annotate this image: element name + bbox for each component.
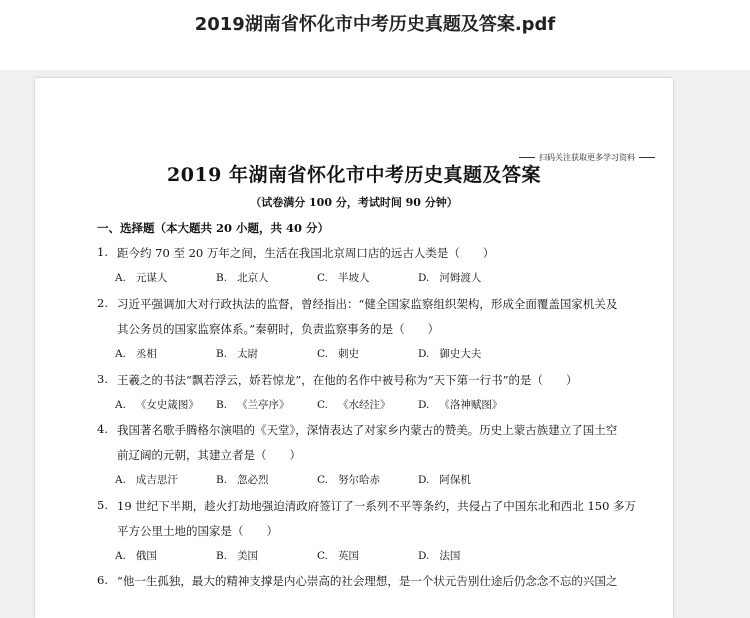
option-letter: B. [216, 272, 228, 284]
section-heading: 一、选择题（本大题共 20 小题，共 40 分） [97, 221, 330, 235]
option-text: 丞相 [135, 348, 157, 360]
question-text: 其公务员的国家监察体系。”秦朝时，负责监察事务的是（ ） [117, 322, 440, 336]
question-number: 3. [97, 372, 108, 386]
option-text: 御史大夫 [439, 348, 482, 360]
option-text: 俄国 [135, 550, 157, 562]
question-text: 王羲之的书法“飘若浮云，娇若惊龙”，在他的名作中被号称为“天下第一行书”的是（ ） [117, 373, 578, 387]
option-d [418, 397, 502, 412]
option-text: 《女史箴图》 [135, 399, 199, 411]
option-letter: C. [317, 550, 328, 562]
option-letter: C. [317, 272, 328, 284]
divider [519, 157, 535, 158]
question-text: “他一生孤独，最大的精神支撑是内心崇高的社会理想，是一个状元告别仕途后仍念念不忘的兴国之 [117, 574, 618, 588]
question-number: 1. [97, 245, 108, 259]
question-text: 19 世纪下半期，趁火打劫地强迫清政府签订了一系列不平等条约，共侵占了中国东北和西北 150 多万 [117, 499, 637, 513]
question-text: 我国著名歌手腾格尔演唱的《天堂》，深情表达了对家乡内蒙古的赞美。历史上蒙古族建立了国土空 [117, 423, 618, 437]
option-b [216, 346, 258, 361]
option-text: 刺史 [338, 348, 359, 360]
option-d [418, 472, 471, 487]
option-b [216, 397, 290, 412]
option-text: 北京人 [237, 272, 269, 284]
question-text: 距今约 70 至 20 万年之间，生活在我国北京周口店的远古人类是（ ） [117, 246, 495, 260]
option-letter: D. [418, 474, 430, 486]
file-title: 2019湖南省怀化市中考历史真题及答案.pdf [194, 14, 556, 35]
option-letter: A. [115, 272, 126, 284]
option-a [115, 270, 167, 285]
option-text: 美国 [237, 550, 259, 562]
option-letter: B. [216, 474, 228, 486]
option-a [115, 472, 178, 487]
option-d [418, 346, 481, 361]
divider [639, 157, 655, 158]
question-number: 6. [97, 573, 108, 587]
option-b [216, 472, 269, 487]
option-text: 努尔哈赤 [338, 474, 380, 486]
option-a [115, 397, 199, 412]
option-d [418, 548, 460, 563]
option-c [317, 548, 359, 563]
option-letter: A. [115, 399, 126, 411]
option-letter: B. [216, 348, 228, 360]
option-letter: D. [418, 272, 430, 284]
option-letter: A. [115, 348, 126, 360]
option-c [317, 472, 380, 487]
option-text: 阿保机 [439, 474, 471, 486]
option-letter: D. [418, 550, 430, 562]
option-text: 半坡人 [338, 272, 370, 284]
option-letter: D. [418, 348, 430, 360]
option-text: 太尉 [237, 348, 259, 360]
option-text: 《洛神赋图》 [439, 399, 503, 411]
option-d [418, 270, 481, 285]
question-text: 习近平强调加大对行政执法的监督，曾经指出：“健全国家监察组织架构，形成全面覆盖国家机关及 [117, 297, 618, 311]
option-letter: B. [216, 550, 228, 562]
option-text: 元谋人 [135, 272, 168, 284]
question-number: 5. [97, 498, 108, 512]
option-c [317, 270, 370, 285]
question-number: 2. [97, 296, 108, 310]
document-subtitle: （试卷满分 100 分，考试时间 90 分钟） [250, 196, 458, 209]
option-letter: D. [418, 399, 430, 411]
option-text: 《水经注》 [338, 399, 391, 411]
option-text: 忽必烈 [237, 474, 269, 486]
document-title: 2019 年湖南省怀化市中考历史真题及答案 [167, 164, 541, 186]
option-letter: C. [317, 399, 328, 411]
option-letter: B. [216, 399, 228, 411]
option-text: 英国 [338, 550, 359, 562]
option-a [115, 548, 157, 563]
option-c [317, 397, 391, 412]
option-letter: A. [115, 474, 126, 486]
option-a [115, 346, 157, 361]
option-letter: C. [317, 474, 328, 486]
pdf-page [35, 78, 673, 618]
header-note-text: 扫码关注获取更多学习资料 [539, 153, 635, 162]
question-number: 4. [97, 422, 108, 436]
option-text: 法国 [439, 550, 461, 562]
viewer-toolbar [0, 0, 750, 70]
option-text: 河姆渡人 [439, 272, 482, 284]
option-b [216, 548, 258, 563]
option-c [317, 346, 359, 361]
option-letter: A. [115, 550, 126, 562]
option-text: 《兰亭序》 [237, 399, 290, 411]
question-text: 平方公里土地的国家是（ ） [117, 524, 278, 538]
option-letter: C. [317, 348, 328, 360]
option-text: 成吉思汗 [135, 474, 178, 486]
question-text: 前辽阔的元朝，其建立者是（ ） [117, 448, 301, 462]
option-b [216, 270, 269, 285]
